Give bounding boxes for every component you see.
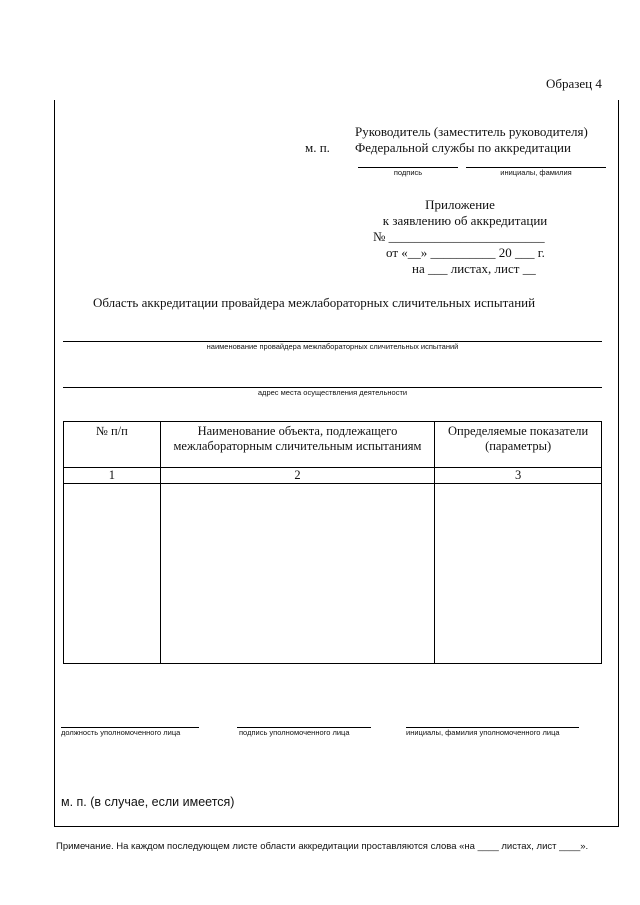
document-title: Область аккредитации провайдера межлабораторных сличительных испытаний: [93, 295, 536, 310]
attachment-date-line: от «__» __________ 20 ___ г.: [386, 245, 545, 260]
stamp-footer-label: м. п. (в случае, если имеется): [61, 795, 235, 809]
col-number-index: 1: [64, 468, 161, 484]
col-parameters-header: Определяемые показатели (параметры): [435, 422, 602, 468]
footnote: Примечание. На каждом последующем листе области аккредитации проставляются слова «на ____ листах, лист ____».: [56, 841, 589, 852]
signature-caption: подпись: [393, 168, 423, 177]
col-object-header: Наименование объекта, подлежащего межлабораторным сличительным испытаниям: [160, 422, 434, 468]
table-numbering-row: [64, 468, 602, 484]
authorized-signature-caption: подпись уполномоченного лица: [239, 728, 350, 737]
authorized-initials-caption: инициалы, фамилия уполномоченного лица: [406, 728, 560, 737]
table-cell: [160, 484, 434, 664]
table-cell: [435, 484, 602, 664]
address-caption: адрес места осуществления деятельности: [257, 388, 408, 397]
accreditation-table: [63, 421, 602, 664]
col-number-header: № п/п: [64, 422, 161, 468]
table-header-row: [64, 422, 602, 468]
attachment-title: Приложение: [425, 197, 495, 212]
attachment-sheets-line: на ___ листах, лист __: [412, 261, 536, 276]
attachment-number-line: № ________________________: [373, 229, 545, 244]
col-parameters-index: 3: [435, 468, 602, 484]
stamp-place-label: м. п.: [305, 140, 330, 155]
provider-name-caption: наименование провайдера межлабораторных сличительных испытаний: [206, 342, 459, 351]
head-title-line2: Федеральной службы по аккредитации: [355, 140, 571, 155]
col-object-index: 2: [160, 468, 434, 484]
sample-label: Образец 4: [546, 76, 602, 91]
table-cell: [64, 484, 161, 664]
head-title-line1: Руководитель (заместитель руководителя): [355, 124, 588, 139]
table-body-row: [64, 484, 602, 664]
name-caption: инициалы, фамилия: [500, 168, 572, 177]
attachment-subtitle: к заявлению об аккредитации: [382, 213, 548, 228]
position-caption: должность уполномоченного лица: [61, 728, 181, 737]
